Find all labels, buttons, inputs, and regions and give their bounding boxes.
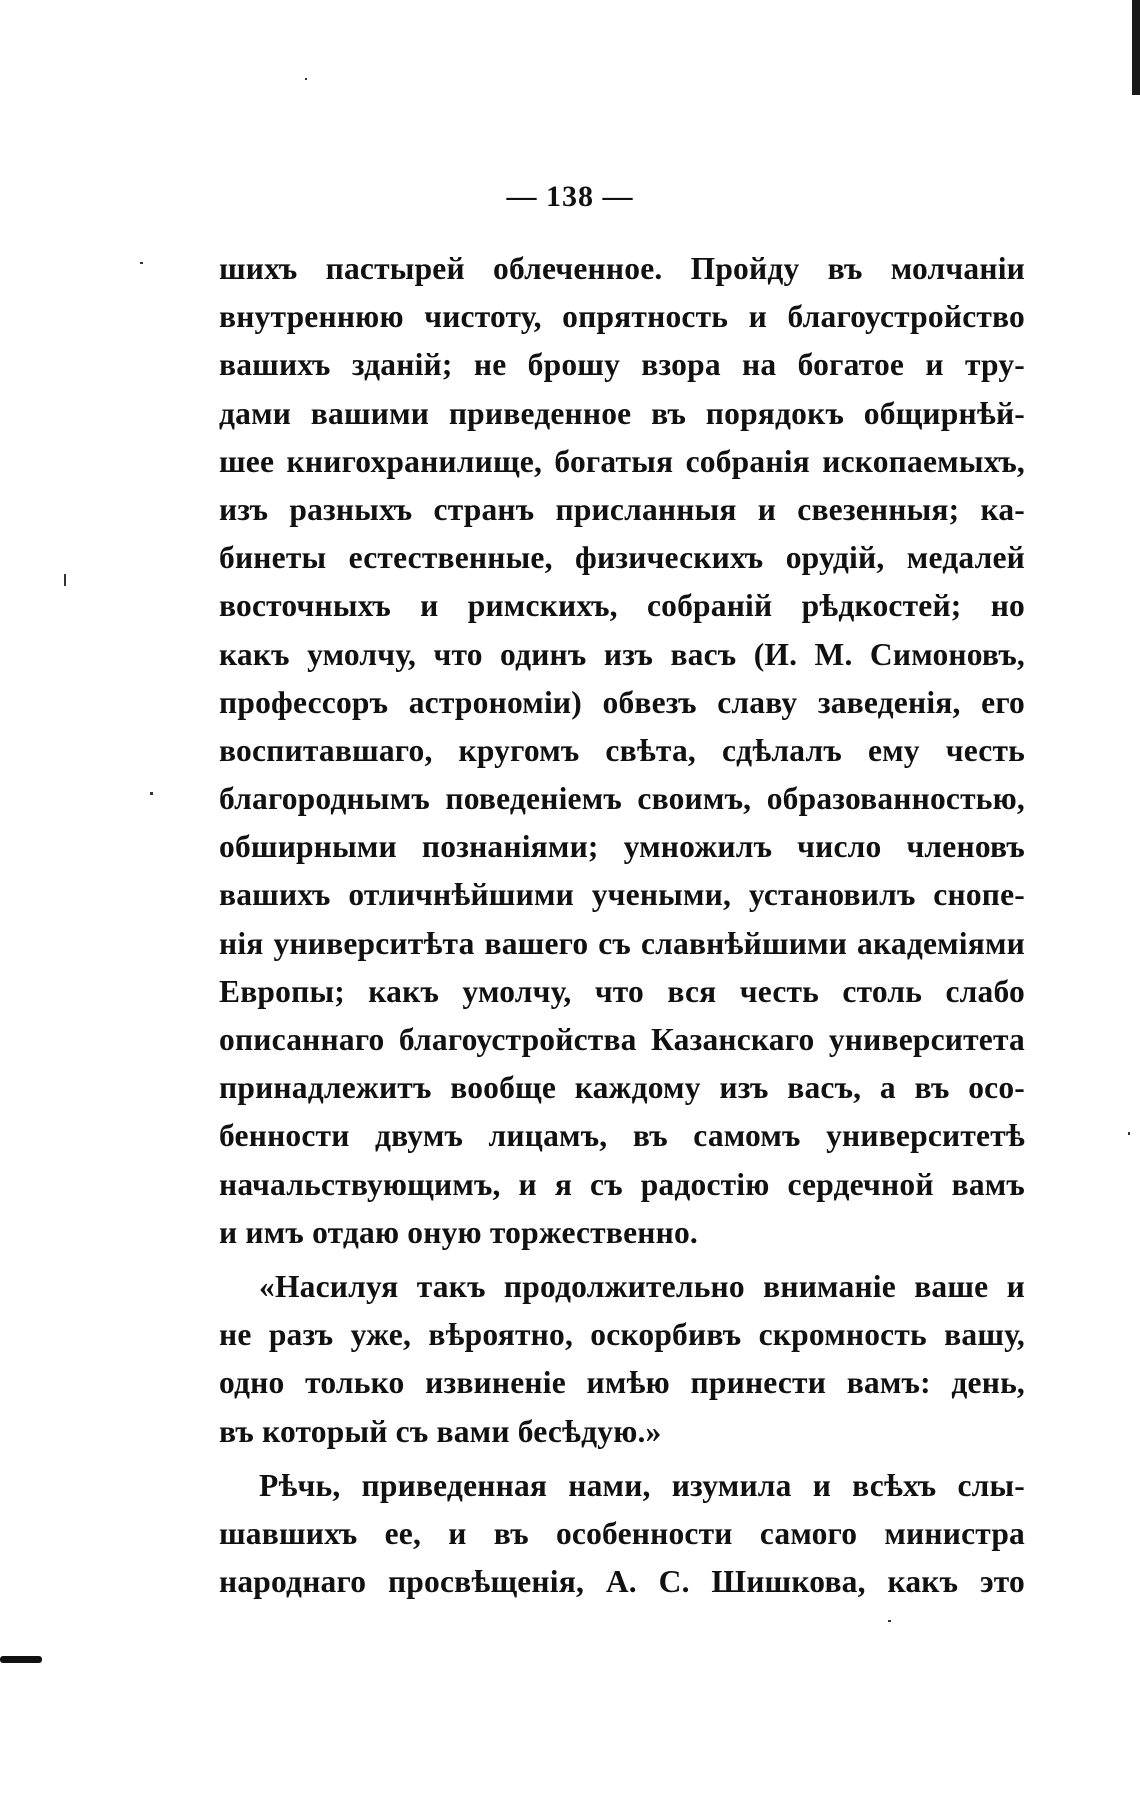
text-line: въ который съ вами бесѣдую.» xyxy=(219,1413,662,1449)
text-line: нія университѣта вашего съ славнѣйшими академіями xyxy=(219,925,1025,961)
speck xyxy=(150,792,153,795)
speck xyxy=(1128,1132,1130,1135)
speck xyxy=(64,574,66,586)
text-line: Рѣчь, приведенная нами, изумила и всѣхъ слы- xyxy=(259,1467,1025,1503)
text-line: восточныхъ и римскихъ, собраній рѣдкостей; но xyxy=(219,588,1025,624)
speck xyxy=(305,78,307,80)
speck xyxy=(140,262,143,264)
text-line: обширными познаніями; умножилъ число членовъ xyxy=(219,829,1025,865)
page-edge-shadow xyxy=(1132,0,1140,95)
text-line: Европы; какъ умолчу, что вся честь столь слабо xyxy=(219,973,1025,1009)
text-line: вашихъ зданій; не брошу взора на богатое и тру- xyxy=(219,347,1025,383)
margin-mark xyxy=(0,1656,42,1663)
text-line: благороднымъ поведеніемъ своимъ, образованностью, xyxy=(219,781,1025,817)
text-line: внутреннюю чистоту, опрятность и благоустройство xyxy=(219,299,1025,335)
text-line: какъ умолчу, что одинъ изъ васъ (И. М. Симоновъ, xyxy=(219,636,1025,672)
page-number: — 138 — xyxy=(506,180,634,213)
text-line: бинеты естественные, физическихъ орудій, медалей xyxy=(219,540,1025,576)
text-line: одно только извиненіе имѣю принести вамъ: день, xyxy=(219,1365,1025,1401)
text-line: бенности двумъ лицамъ, въ самомъ университетѣ xyxy=(219,1118,1025,1154)
text-line: не разъ уже, вѣроятно, оскорбивъ скромность вашу, xyxy=(219,1317,1025,1353)
body-text xyxy=(219,245,1025,1606)
text-line: воспитавшаго, кругомъ свѣта, сдѣлалъ ему честь xyxy=(219,732,1025,768)
text-line: шавшихъ ее, и въ особенности самого министра xyxy=(219,1515,1025,1551)
speck xyxy=(888,1620,891,1622)
text-line: шихъ пастырей облеченное. Пройду въ молчаніи xyxy=(219,251,1025,286)
text-line: и имъ отдаю оную торжественно. xyxy=(219,1214,698,1250)
text-line: шее книгохранилище, богатыя собранія ископаемыхъ, xyxy=(219,443,1025,479)
text-line: народнаго просвѣщенія, А. С. Шишкова, какъ это xyxy=(219,1564,1025,1600)
text-line: профессоръ астрономіи) обвезъ славу заведенія, его xyxy=(219,684,1025,720)
text-line: дами вашими приведенное въ порядокъ общирнѣй- xyxy=(219,395,1025,431)
text-line: принадлежитъ вообще каждому изъ васъ, а въ осо- xyxy=(219,1070,1025,1106)
text-line: описаннаго благоустройства Казанскаго университета xyxy=(219,1022,1025,1057)
text-line: «Насилуя такъ продолжительно вниманіе ваше и xyxy=(259,1268,1025,1304)
text-line: вашихъ отличнѣйшими учеными, установилъ снопе- xyxy=(219,877,1025,913)
text-line: начальствующимъ, и я съ радостію сердечной вамъ xyxy=(219,1166,1025,1202)
text-line: изъ разныхъ странъ присланныя и свезенныя; ка- xyxy=(219,491,1025,527)
